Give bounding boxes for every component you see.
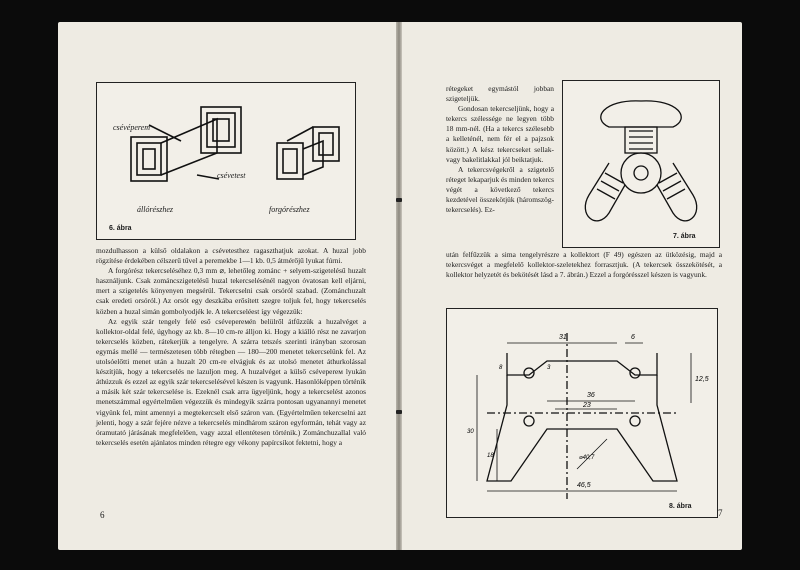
dim-8: 8 xyxy=(499,365,503,371)
page-number-left: 6 xyxy=(100,510,105,520)
dim-3: 3 xyxy=(547,365,551,371)
label-core-wall: csévéperem xyxy=(113,123,151,132)
right-column-paragraph-1: rétegeket egymástól jobban szigeteljük. xyxy=(446,84,554,104)
figure-8-drawing xyxy=(447,309,717,517)
figure-6-drawing xyxy=(97,83,355,239)
right-column-paragraph-3: A tekercsvégekről a szigetelő réteget lekaparjuk és minden tekercs végét a következő tekercs kezdetével összekötjük (háromszög-tekercselés). Ez- xyxy=(446,164,554,215)
dim-31: 31 xyxy=(559,334,567,341)
label-core: csévetest xyxy=(217,171,246,180)
dim-diameter: ⌀40,7 xyxy=(579,455,595,461)
label-stator: állórészhez xyxy=(137,205,173,214)
left-body-text xyxy=(96,246,366,448)
dim-36: 36 xyxy=(587,392,595,399)
dim-46-5: 46,5 xyxy=(577,482,591,489)
figure-7 xyxy=(562,80,720,248)
figure-6-caption: 6. ábra xyxy=(109,225,132,232)
page-number-right: 7 xyxy=(718,508,723,518)
figure-8-caption: 8. ábra xyxy=(669,503,692,510)
dim-18: 18 xyxy=(487,453,494,459)
left-paragraph-3: Az egyik szár tengely felé eső csévepereмén belülről átfűzzük a huzalvéget a kollektor-oldal felé, úgyhogy az kb. 8—10 cm-re álljon ki. Hogy a kiálló rész ne zavarjon tekercselés közben, rátekerjük a tengelyre. A szárra tetszés szerinti irányban szorosan egymás mellé — természetesen több rétegben — 180—200 menetet tekercselünk fel. Az utolsóelőtti menet után a huzalt 20 cm-re elvágjuk és az utolsó menetet áthurkolással készítjük, hogy a tekercselés ne lazuljon meg. A huzalvéget a külső csévepereм lyukán áthúzzuk és ezzel az egyik szár tekercselésével készen is vagyunk. Hasonlóképpen történik a másik két szár tekercselése is. Ezeknél csak arra ügyeljünk, hogy a tekercselést azonos menetszámmal egyértelműen végezzük és mindegyik szárra pontosan ugyanannyi menetet vigyünk fel, mint amennyi a megtekercselt első száron van. (Egyértelműen tekercselni azt jelenti, hogy a szár fejére nézve a tekercselés mindhárom száron egyformán, tehát vagy az óramutató járásának megfelelően, vagy azzal ellentétesen történik.) Zománchuzallal való tekercselés esetén ajánlatos minden rétegre egy vékony papírcsíkot fektetni, hogy a xyxy=(96,316,366,447)
figure-6 xyxy=(96,82,356,240)
left-page xyxy=(58,22,396,550)
right-page xyxy=(402,22,742,550)
left-paragraph-2: A forgórész tekercseléséhez 0,3 mm ⌀, lehetőleg zománc + selyem-szigetelésű huzalt használjunk. Csak zománcszigetelésű huzal tekercselésénél nagyon óvatosan kell eljárni, mert a szigetelés könyenyen megsérül. Tekercselni csak orsóról szabad. (Zománchuzalt csak eredeti orsóról.) Az orsót egy deszkába erősített szegre toljuk fel, hogy tekercselés közben a huzal simán gombolyodjék le. A tekercseléest így végezzük: xyxy=(96,266,366,316)
label-rotor: forgórészhez xyxy=(269,205,310,214)
left-paragraph-1: mozdulhasson a külső oldalakon a csévetesthez ragaszthatjuk azokat. A huzal jobb rögzítése érdekében célszerű tűvel a peremekbe 1—1 kb. 0,5 átmérőjű lyukat fúrni. xyxy=(96,246,366,266)
figure-8 xyxy=(446,308,718,518)
dim-23: 23 xyxy=(583,402,591,409)
dim-6: 6 xyxy=(631,334,635,341)
dim-12-5: 12,5 xyxy=(695,376,709,383)
dim-30: 30 xyxy=(467,429,474,435)
right-body-text xyxy=(446,250,722,280)
figure-7-caption: 7. ábra xyxy=(673,233,696,240)
right-full-paragraph: után felfűzzük a sima tengelyrészre a kollektort (F 49) egészen az ütközésig, majd a tekercsvéget a megfelelő kollektor-szeletekhez forrasztjuk. (A tekercsek összekötését, a kollektor helyzetét és bekötését lásd a 7. ábrán.) Ezzel a forgórésszel készen is vagyunk. xyxy=(446,250,722,280)
right-column-paragraph-2: Gondosan tekercseljünk, hogy a tekercs szélessége ne legyen több 18 mm-nél. (Ha a tekercs szélesebb a kelleténél, nem fér el a pajzsok között.) A kész tekercseket sellak- vagy bakelitlakkal jól beiktatjuk. xyxy=(446,104,554,164)
figure-7-drawing xyxy=(563,81,719,247)
right-column-text xyxy=(446,84,554,215)
